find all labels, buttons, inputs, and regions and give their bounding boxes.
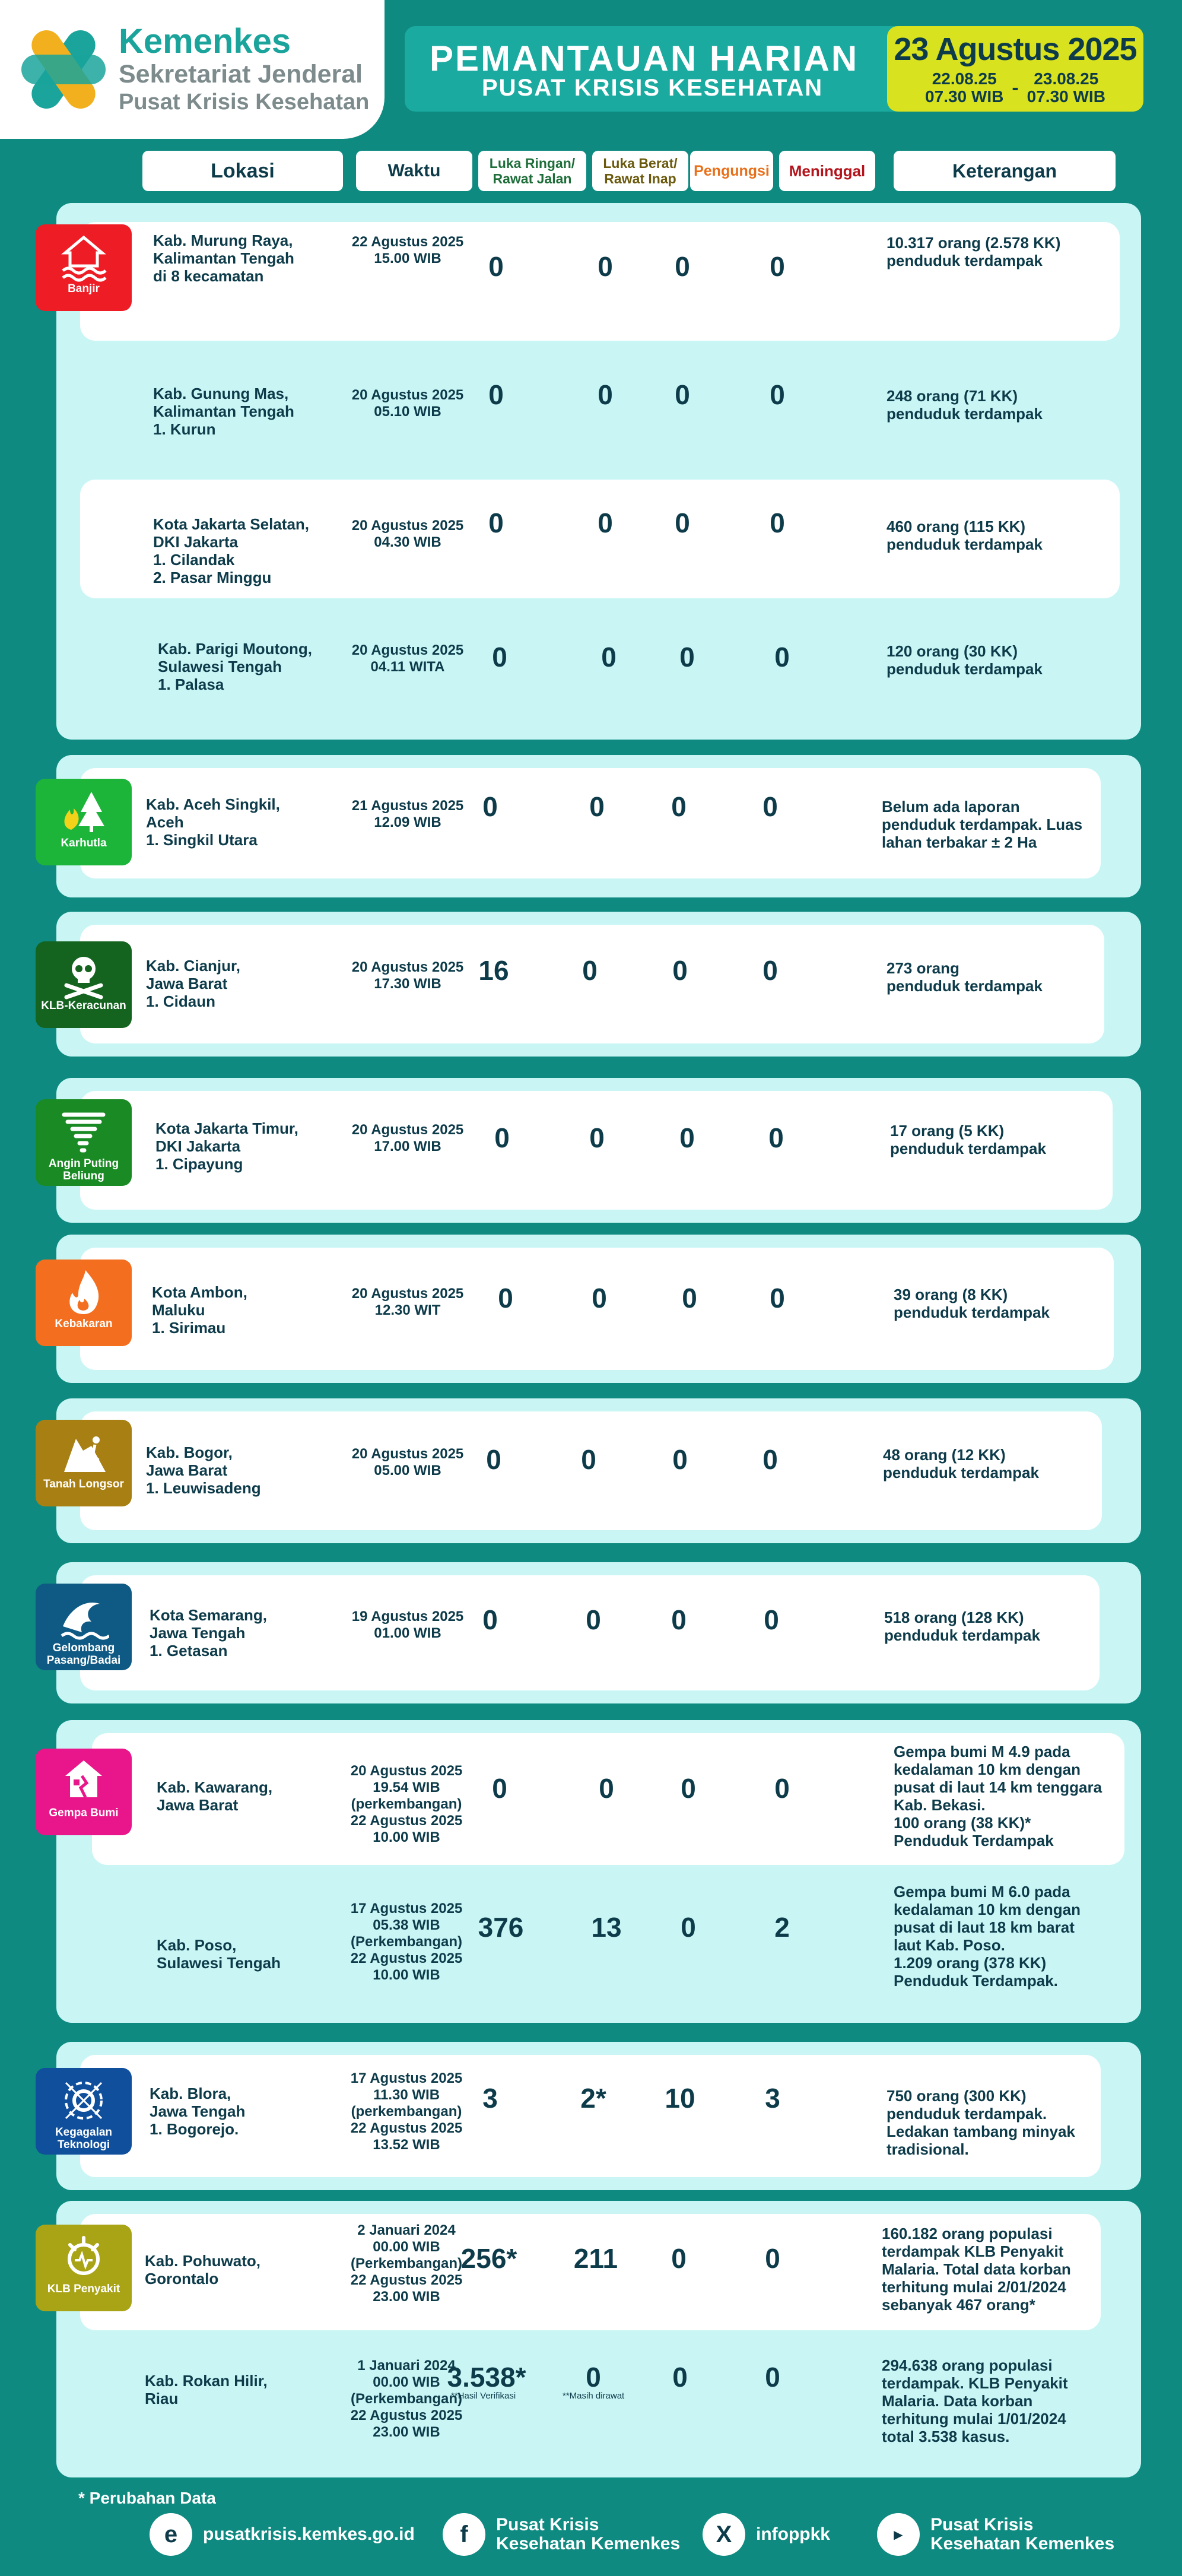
meninggal-value: 2 [774,1912,790,1943]
luka-berat-value: 0 [598,507,613,538]
keterangan-line: lahan terbakar ± 2 Ha [882,833,1037,851]
keterangan-line: 10.317 orang (2.578 KK) [887,234,1061,252]
luka-berat-value: 0 [598,379,613,410]
keterangan-line: tradisional. [887,2140,969,2158]
luka-ringan-subnote: **Hasil Verifikasi [451,2391,516,2401]
column-header-keterangan: Keterangan [894,151,1116,191]
luka-ringan-value: 3.538* [447,2362,526,2393]
row-keterangan [887,518,1043,553]
pengungsi-value: 0 [681,1773,696,1804]
time-line: 20 Agustus 2025 [351,1122,464,1138]
column-header-waktu: Waktu [356,151,472,191]
range-to-time: 07.30 WIB [1027,87,1105,106]
kemenkes-logo-icon [21,25,106,114]
keterangan-line: 248 orang (71 KK) [887,387,1018,405]
luka-ringan-value: 0 [488,507,504,538]
location-line: Kab. Blora, [150,2085,231,2102]
location-line: Kota Jakarta Selatan, [153,515,310,533]
column-header-pengungsi: Pengungsi [690,151,773,191]
report-date-box [887,26,1143,112]
luka-berat-value: 0 [598,251,613,282]
time-line: (perkembangan) [351,1796,462,1812]
forest-fire-icon [58,786,109,837]
luka-ringan-value: 0 [492,642,507,672]
time-line: 22 Agustus 2025 [351,234,464,250]
luka-ringan-value: 376 [478,1912,524,1943]
keterangan-line: total 3.538 kasus. [882,2428,1010,2445]
row-location [145,2372,268,2407]
pengungsi-value: 10 [665,2083,695,2114]
keterangan-line: Ledakan tambang minyak [887,2123,1075,2140]
facebook-icon: f [443,2513,485,2556]
row-keterangan [894,1743,1102,1849]
column-header-meninggal: Meninggal [779,151,875,191]
keterangan-line: penduduk terdampak [887,977,1043,995]
page-subtitle: PUSAT KRISIS KESEHATAN [482,75,824,101]
time-line: 17.30 WIB [374,976,441,992]
footer-youtube[interactable]: ▶ Pusat Krisis Kesehatan Kemenkes [877,2511,1114,2558]
keterangan-line: Penduduk Terdampak [894,1832,1054,1849]
pengungsi-value: 0 [675,251,690,282]
luka-berat-value: 0 [586,1604,601,1635]
time-line: 04.30 WIB [374,534,441,550]
time-line: 05.00 WIB [374,1463,441,1479]
pengungsi-value: 0 [675,379,690,410]
row-time [333,1286,482,1319]
time-line: 04.11 WITA [370,659,445,675]
location-line: 1. Kurun [153,420,216,438]
keterangan-line: penduduk terdampak [884,1626,1040,1644]
location-line: DKI Jakarta [153,533,239,551]
time-line: 2 Januari 2024 [357,2222,456,2238]
row-location [153,385,294,438]
pengungsi-value: 0 [672,1444,688,1475]
youtube-icon: ▶ [877,2513,920,2556]
row-location [153,515,309,586]
pengungsi-value: 0 [672,2362,688,2393]
keterangan-line: penduduk terdampak [894,1303,1050,1321]
meninggal-value: 0 [765,2362,780,2393]
keterangan-line: 100 orang (38 KK)* [894,1814,1031,1832]
time-line: 23.00 WIB [373,2424,440,2440]
time-line: 11.30 WIB [373,2087,440,2103]
meninggal-value: 3 [765,2083,780,2114]
keterangan-line: terhitung mulai 1/01/2024 [882,2410,1066,2428]
keterangan-line: 160.182 orang populasi [882,2225,1053,2242]
row-keterangan [887,642,1043,678]
footer-website[interactable]: e pusatkrisis.kemkes.go.id [150,2511,415,2558]
keterangan-line: terhitung mulai 2/01/2024 [882,2278,1066,2296]
time-line: 13.52 WIB [373,2137,440,2153]
time-line: 22 Agustus 2025 [350,2272,463,2288]
luka-ringan-value: 0 [482,1604,498,1635]
time-line: (Perkembangan) [350,2255,463,2272]
meninggal-value: 0 [770,379,785,410]
logo-title: Kemenkes [119,22,291,61]
time-line: 19 Agustus 2025 [351,1609,464,1625]
row-location [155,1119,298,1173]
luka-ringan-value: 0 [486,1444,501,1475]
luka-ringan-value: 16 [478,955,509,986]
time-line: 12.09 WIB [374,814,441,830]
meninggal-value: 0 [768,1122,784,1153]
location-line: 1. Cidaun [146,992,216,1010]
report-date: 23 Agustus 2025 [894,31,1137,67]
kebakaran-badge: Kebakaran [36,1260,132,1346]
keterangan-line: pusat di laut 14 km tenggara [894,1778,1102,1796]
luka-ringan-value: 256* [460,2243,517,2274]
luka-ringan-value: 0 [488,251,504,282]
meninggal-value: 0 [762,791,778,822]
location-line: Kab. Rokan Hilir, [145,2372,268,2390]
time-line: 22 Agustus 2025 [350,1813,463,1829]
keterangan-line: penduduk terdampak [890,1140,1046,1157]
row-keterangan [887,959,1043,995]
title-banner [405,26,1143,112]
pengungsi-value: 0 [671,791,687,822]
pengungsi-value: 0 [671,1604,687,1635]
keterangan-line: sebanyak 467 orang* [882,2296,1035,2314]
column-header-lokasi: Lokasi [142,151,343,191]
location-line: Kalimantan Tengah [153,402,294,420]
location-line: Kab. Parigi Moutong, [158,640,312,658]
row-time [332,1901,481,1984]
location-line: Jawa Barat [146,975,228,992]
logo-panel [0,0,385,139]
gempa-badge: Gempa Bumi [36,1749,132,1835]
luka-berat-value: 0 [586,2362,601,2393]
time-line: 23.00 WIB [373,2289,440,2305]
flood-house-icon [58,231,109,283]
luka-ringan-value: 0 [488,379,504,410]
row-location [150,1606,267,1660]
row-location [146,1444,261,1497]
time-line: 20 Agustus 2025 [351,387,464,403]
location-line: Kota Jakarta Timur, [155,1119,298,1137]
row-location [152,1283,247,1337]
luka-berat-value: 0 [589,1122,605,1153]
time-line: (perkembangan) [351,2104,462,2120]
keterangan-line: penduduk terdampak [887,252,1043,269]
row-location [145,2252,260,2288]
location-line: Kab. Cianjur, [146,957,240,975]
time-line: 21 Agustus 2025 [351,798,464,814]
keterangan-line: penduduk terdampak [887,660,1043,678]
luka-ringan-value: 0 [494,1122,510,1153]
footnote: * Perubahan Data [78,2489,216,2507]
meninggal-value: 0 [774,1773,790,1804]
earthquake-house-icon [58,1756,109,1807]
time-line: 05.38 WIB [373,1917,440,1933]
time-line: 15.00 WIB [374,250,441,267]
keterangan-line: Kab. Bekasi. [894,1796,986,1814]
location-line: Kab. Murung Raya, [153,231,293,249]
keterangan-line: pusat di laut 18 km barat [894,1918,1075,1936]
time-line: 17 Agustus 2025 [350,2070,463,2086]
keterangan-line: penduduk terdampak. Luas [882,816,1083,833]
row-keterangan [882,2225,1071,2314]
location-line: 1. Getasan [150,1642,228,1660]
time-line: 10.00 WIB [373,1829,440,1845]
x-icon: X [703,2513,745,2556]
footer-x[interactable]: X infoppkk [703,2511,830,2558]
keterangan-line: 17 orang (5 KK) [890,1122,1005,1140]
website-icon: e [150,2513,192,2556]
meninggal-value: 0 [765,2243,780,2274]
location-line: Kab. Aceh Singkil, [146,795,280,813]
keterangan-line: laut Kab. Poso. [894,1936,1005,1954]
page-title: PEMANTAUAN HARIAN [430,39,859,78]
keterangan-line: 1.209 orang (378 KK) [894,1954,1047,1972]
row-keterangan [883,1446,1039,1481]
keterangan-line: kedalaman 10 km dengan [894,1901,1081,1918]
fire-icon [58,1267,109,1318]
keterangan-line: 460 orang (115 KK) [887,518,1026,535]
luka-berat-value: 2* [580,2083,606,2114]
location-line: di 8 kecamatan [153,267,264,285]
row-location [153,231,294,285]
luka-berat-value: 211 [573,2243,618,2274]
location-line: Sulawesi Tengah [157,1954,281,1972]
time-line: 20 Agustus 2025 [351,518,464,534]
range-to-date: 23.08.25 [1034,69,1099,88]
pengungsi-value: 0 [679,642,695,672]
luka-berat-value: 0 [599,1773,614,1804]
location-line: Gorontalo [145,2270,219,2288]
keterangan-line: 294.638 orang populasi [882,2356,1053,2374]
pengungsi-value: 0 [679,1122,695,1153]
time-line: (Perkembangan) [350,2391,463,2407]
keterangan-line: Belum ada laporan [882,798,1020,816]
luka-berat-value: 0 [601,642,617,672]
location-line: Kab. Kawarang, [157,1778,273,1796]
keterangan-line: penduduk terdampak [887,535,1043,553]
landslide-icon [58,1427,109,1478]
keterangan-line: 518 orang (128 KK) [884,1609,1024,1626]
luka-ringan-value: 3 [482,2083,498,2114]
meninggal-value: 0 [770,507,785,538]
location-line: Aceh [146,813,184,831]
pengungsi-value: 0 [672,955,688,986]
meninggal-value: 0 [770,251,785,282]
row-location [146,795,280,849]
location-line: Riau [145,2390,179,2407]
banjir-badge: Banjir [36,224,132,311]
meninggal-value: 0 [770,1283,785,1314]
range-separator: - [1012,77,1019,99]
location-line: DKI Jakarta [155,1137,241,1155]
time-line: 20 Agustus 2025 [351,959,464,975]
location-line: 1. Sirimau [152,1319,226,1337]
location-line: Kota Semarang, [150,1606,267,1624]
keterangan-line: terdampak. KLB Penyakit [882,2374,1068,2392]
column-header-luka-berat: Luka Berat/ Rawat Inap [592,151,688,191]
pengungsi-value: 0 [671,2243,687,2274]
meninggal-value: 0 [764,1604,779,1635]
time-line: 17.00 WIB [374,1138,441,1154]
keterangan-line: Gempa bumi M 6.0 pada [894,1883,1070,1901]
row-location [157,1778,272,1814]
time-line: 10.00 WIB [373,1967,440,1983]
keterangan-line: terdampak KLB Penyakit [882,2242,1064,2260]
location-line: Kab. Pohuwato, [145,2252,260,2270]
location-line: Kab. Bogor, [146,1444,233,1461]
kegagalan-badge: Kegagalan Teknologi [36,2068,132,2155]
row-keterangan [887,234,1060,269]
row-keterangan [887,387,1043,423]
location-line: 1. Bogorejo. [150,2120,239,2138]
karhutla-badge: Karhutla [36,779,132,865]
location-line: Jawa Tengah [150,1624,246,1642]
time-line: 20 Agustus 2025 [350,1763,463,1779]
location-line: Kab. Poso, [157,1936,237,1954]
location-line: Jawa Barat [146,1461,228,1479]
luka-berat-value: 0 [589,791,605,822]
meninggal-value: 0 [762,1444,778,1475]
row-location [150,2085,245,2138]
keterangan-line: 39 orang (8 KK) [894,1286,1008,1303]
luka-ringan-value: 0 [492,1773,507,1804]
location-line: Sulawesi Tengah [158,658,282,675]
virus-alarm-icon [58,2232,109,2283]
row-location [146,957,240,1010]
luka-berat-value: 0 [582,955,598,986]
pengungsi-value: 0 [681,1912,696,1943]
time-line: 1 Januari 2024 [357,2358,456,2374]
luka-berat-subnote: **Masih dirawat [563,2391,625,2401]
gear-network-icon [58,2075,109,2126]
pengungsi-value: 0 [675,507,690,538]
luka-ringan-value: 0 [482,791,498,822]
keterangan-line: Gempa bumi M 4.9 pada [894,1743,1070,1760]
range-from-date: 22.08.25 [932,69,997,88]
keracunan-badge: KLB-Keracunan [36,941,132,1028]
time-line: 17 Agustus 2025 [350,1901,463,1917]
luka-ringan-value: 0 [498,1283,513,1314]
time-line: 05.10 WIB [374,404,441,420]
location-line: 1. Palasa [158,675,224,693]
keterangan-line: penduduk terdampak [883,1464,1039,1481]
luka-berat-value: 0 [581,1444,596,1475]
row-keterangan [890,1122,1046,1157]
footer-facebook[interactable]: f Pusat Krisis Kesehatan Kemenkes [443,2511,680,2558]
time-line: 22 Agustus 2025 [350,2407,463,2423]
location-line: Kalimantan Tengah [153,249,294,267]
angin-badge: Angin Puting Beliung [36,1099,132,1186]
time-line: 22 Agustus 2025 [350,2120,463,2136]
meninggal-value: 0 [762,955,778,986]
keterangan-line: Malaria. Data korban [882,2392,1033,2410]
row-keterangan [884,1609,1040,1644]
pengungsi-value: 0 [682,1283,697,1314]
location-line: Maluku [152,1301,205,1319]
keterangan-line: 120 orang (30 KK) [887,642,1018,660]
time-line: 00.00 WIB [373,2374,440,2390]
luka-berat-value: 13 [591,1912,622,1943]
row-keterangan [887,2087,1075,2158]
logo-subtitle-2: Pusat Krisis Kesehatan [119,90,370,115]
row-keterangan [894,1883,1081,1990]
location-line: Jawa Barat [157,1796,239,1814]
keterangan-line: Malaria. Total data korban [882,2260,1071,2278]
location-line: 1. Cipayung [155,1155,243,1173]
tornado-icon [58,1106,109,1157]
keterangan-line: kedalaman 10 km dengan [894,1760,1081,1778]
meninggal-value: 0 [774,642,790,672]
location-line: 1. Singkil Utara [146,831,258,849]
location-line: 1. Leuwisadeng [146,1479,261,1497]
keterangan-line: penduduk terdampak. [887,2105,1047,2123]
gelombang-badge: Gelombang Pasang/Badai [36,1584,132,1670]
keterangan-line: Penduduk Terdampak. [894,1972,1058,1990]
keterangan-line: 273 orang [887,959,959,977]
time-line: 22 Agustus 2025 [350,1950,463,1966]
location-line: Kab. Gunung Mas, [153,385,289,402]
row-location [158,640,312,693]
keterangan-line: 750 orang (300 KK) [887,2087,1027,2105]
keterangan-line: penduduk terdampak [887,405,1043,423]
row-keterangan [882,2356,1068,2445]
luka-berat-value: 0 [592,1283,607,1314]
skull-crossbones-icon [58,948,109,1000]
logo-subtitle: Sekretariat Jenderal [119,60,363,88]
time-line: 20 Agustus 2025 [351,1446,464,1462]
time-line: 01.00 WIB [374,1625,441,1641]
time-line: (Perkembangan) [350,1934,463,1950]
row-keterangan [894,1286,1050,1321]
penyakit-badge: KLB Penyakit [36,2225,132,2311]
row-keterangan [882,798,1082,851]
time-line: 20 Agustus 2025 [351,1286,464,1302]
time-line: 00.00 WIB [373,2239,440,2255]
time-line: 12.30 WIT [374,1302,441,1318]
location-line: 1. Cilandak [153,551,235,569]
row-location [157,1936,281,1972]
location-line: Kota Ambon, [152,1283,247,1301]
range-from-time: 07.30 WIB [925,87,1004,106]
time-line: 20 Agustus 2025 [351,642,464,658]
column-header-luka-ringan: Luka Ringan/ Rawat Jalan [478,151,586,191]
longsor-badge: Tanah Longsor [36,1420,132,1506]
location-line: Jawa Tengah [150,2102,246,2120]
keterangan-line: 48 orang (12 KK) [883,1446,1006,1464]
wave-icon [58,1591,109,1642]
location-line: 2. Pasar Minggu [153,569,272,586]
row-time [333,1122,482,1155]
time-line: 19.54 WIB [373,1779,440,1795]
